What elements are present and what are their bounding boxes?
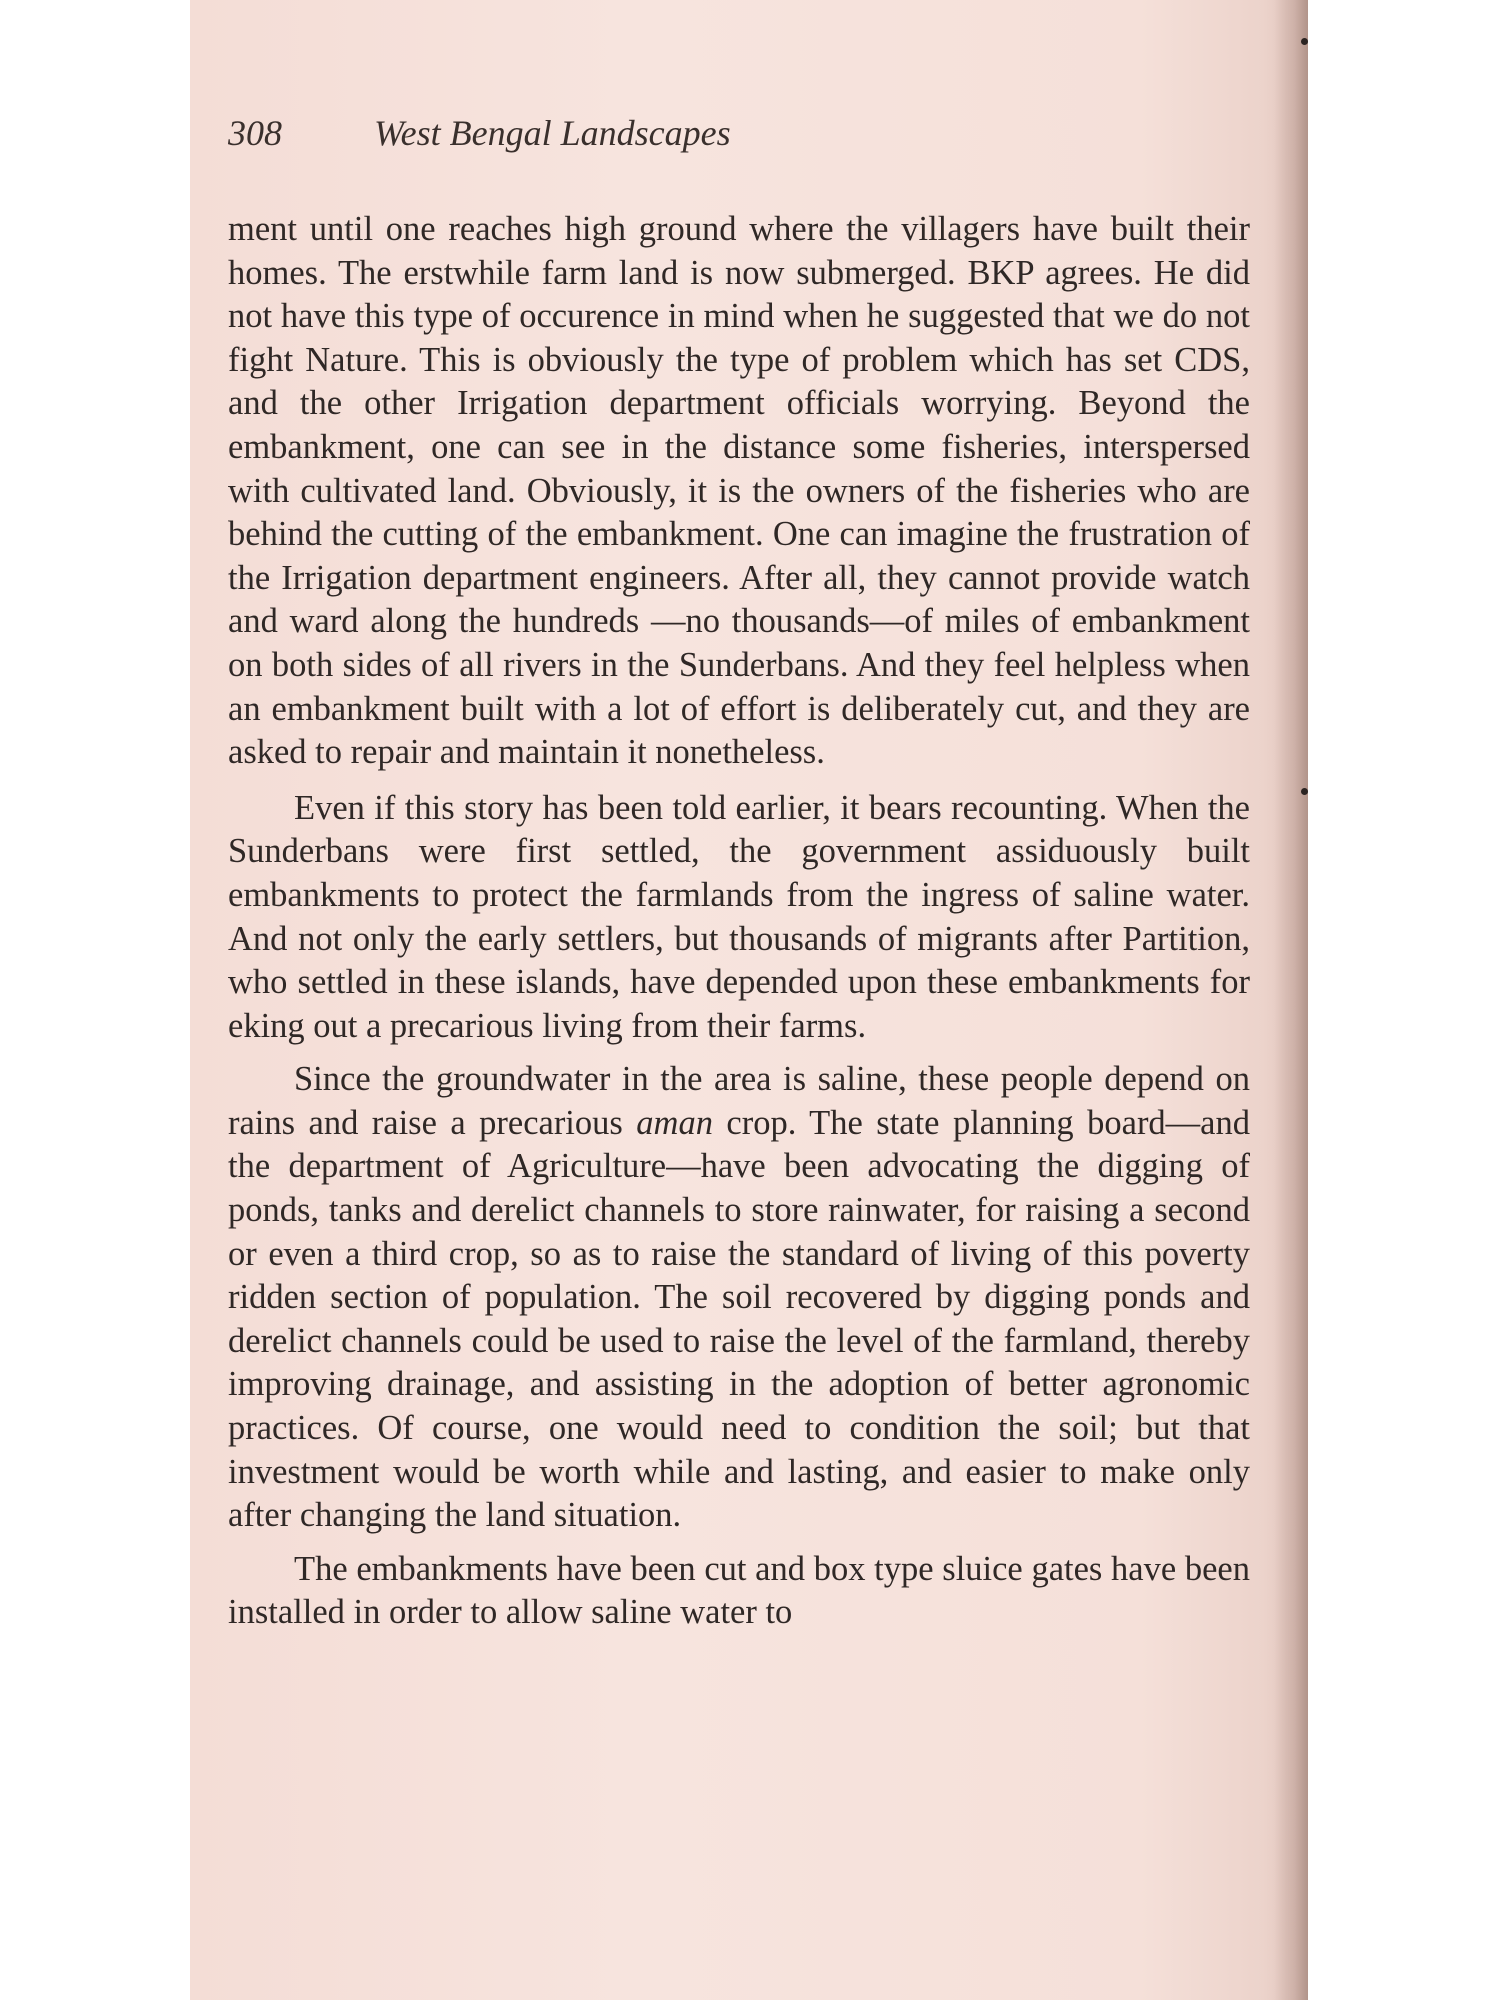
paragraph-1: ment until one reaches high ground where the villagers have built their homes. The erstwhile farm land is now submerged. BKP agrees. He did not have this type of occurence in mind when he suggested that we do not fight Nature. This is obviously the type of problem which has set CDS, and the other Irrigation department officials worrying. Beyond the embankment, one can see in the distance some fisheries, interspersed with cultivated land. Obviously, it is the owners of the fisheries who are behind the cutting of the embankment. One can imagine the frustration of the Irrigation department engineers. After all, they cannot provide watch and ward along the hundreds —no thousands—of miles of embankment on both sides of all rivers in the Sunderbans. And they feel helpless when an embankment built with a lot of effort is deliberately cut, and they are asked to repair and maintain it nonetheless. — [228, 210, 1250, 772]
running-title: West Bengal Landscapes — [374, 113, 731, 153]
paragraph-3-part-1: Since the groundwater in the area is saline, these people depend on rains and raise a precarious — [228, 1060, 1250, 1142]
paragraph-3 — [228, 1058, 1250, 1538]
paragraph-4: The embankments have been cut and box type sluice gates have been installed in order to allow saline water to — [228, 1549, 1250, 1632]
page-number: 308 — [228, 113, 282, 153]
margin-mark — [1301, 788, 1308, 795]
margin-mark — [1301, 38, 1308, 45]
book-page — [190, 0, 1308, 2000]
page-gutter-shadow — [1274, 0, 1308, 2000]
paragraph-3-part-2: crop. The state planning board—and the department of Agriculture—have been advocating the digging of ponds, tanks and derelict channels to store rainwater, for raising a second or even a third crop, so as to raise the standard of living of this poverty ridden section of population. The soil recovered by digging ponds and derelict channels could be used to raise the level of the farmland, thereby improving drainage, and assisting in the adoption of better agronomic practices. Of course, one would need to condition the soil; but that investment would be worth while and lasting, and easier to make only after changing the land situation. — [228, 1103, 1250, 1535]
running-header — [228, 112, 731, 154]
italic-term: aman — [636, 1103, 713, 1142]
paragraph-2: Even if this story has been told earlier, it bears recounting. When the Sunderbans were first settled, the government assiduously built embankments to protect the farmlands from the ingress of saline water. And not only the early settlers, but thousands of migrants after Partition, who settled in these islands, have depended upon these embankments for eking out a precarious living from their farms. — [228, 788, 1250, 1045]
body-text — [228, 208, 1250, 1635]
